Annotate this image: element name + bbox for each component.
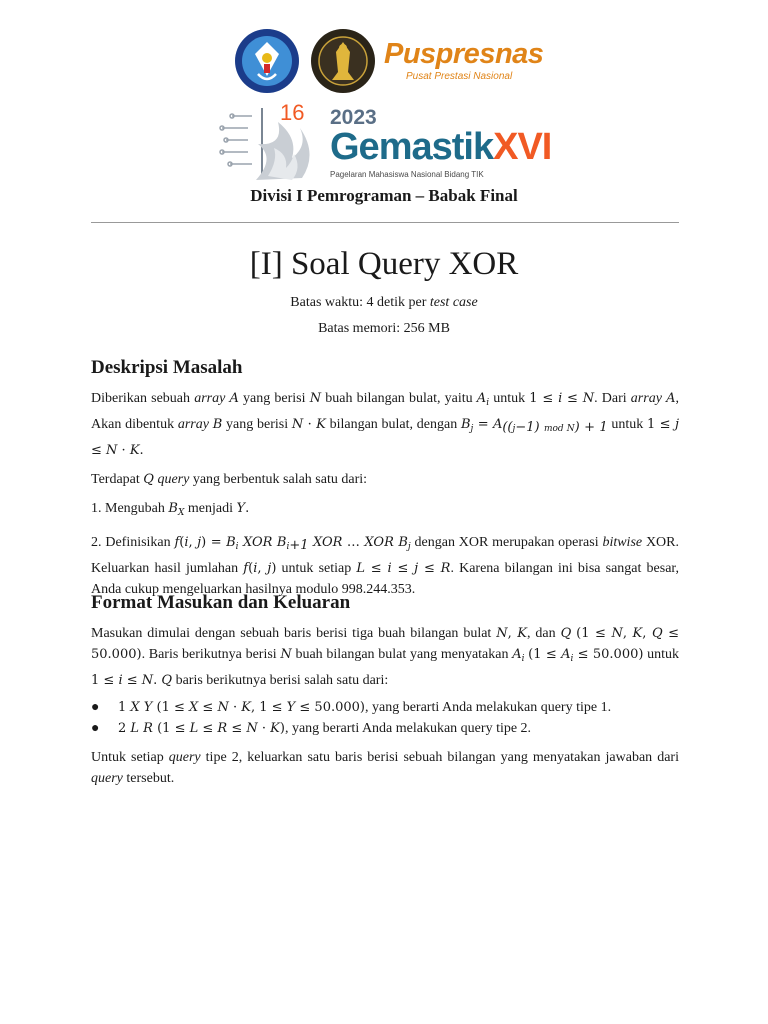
list-item: ● 1 X Y (1 ≤ X ≤ N · K, 1 ≤ Y ≤ 50.000), yang berarti Anda melakukan query tipe 1. <box>91 700 612 715</box>
kemdikbud-logo <box>234 28 300 94</box>
problem-title: [I] Soal Query XOR <box>249 246 519 282</box>
query-format-list <box>91 697 679 739</box>
division-title: Divisi I Pemrograman – Babak Final <box>250 186 518 205</box>
memory-limit: Batas memori: 256 MB <box>318 321 450 336</box>
time-limit: Batas waktu: 4 detik per test case <box>290 295 478 310</box>
gemastik-name-main: Gemastik <box>330 126 494 169</box>
query-type-2: 2. Definisikan f(i, $j) = B_i$ XOR $B_{i+1}$ XOR … XOR $B_j$ dengan XOR merupakan operasi bitwise XOR. Keluarkan hasil jumlahan f(i, j) untuk setiap L ≤ i ≤ j ≤ R. Karena bilangan ini bisa sangat besar, Anda cukup mengeluarkan hasilnya modulo 998.244.353. <box>91 535 680 597</box>
description-paragraph: Diberikan sebuah array A yang berisi N buah bilangan bulat, yaitu $A_i$ untuk 1 ≤ i ≤ N. Dari array A, Akan dibentuk array B yang berisi N · K bilangan bulat, dengan $B_j = A_{((j-1) mod N) + 1}$ untuk 1 ≤ j ≤ N · K. <box>91 391 679 458</box>
puspresnas-logo <box>384 40 543 82</box>
header <box>0 0 768 230</box>
gemastik-name <box>330 128 551 168</box>
header-divider <box>91 222 679 223</box>
io-section <box>91 591 679 789</box>
gemastik-year: 2023 <box>330 106 377 130</box>
description-heading: Deskripsi Masalah <box>91 357 243 378</box>
gemastik-subtitle: Pagelaran Mahasiswa Nasional Bidang TIK <box>330 169 484 179</box>
input-format: Masukan dimulai dengan sebuah baris berisi tiga buah bilangan bulat N, K, dan Q (1 ≤ N, K, Q ≤ 50.000). Baris berikutnya berisi N buah bilangan bulat yang menyatakan $A_i$ $(1 \le A_i \le 50.000)$ untuk 1 ≤ i ≤ N. Q baris berikutnya berisi salah satu dari: <box>91 626 680 688</box>
gemastik-logo <box>218 98 551 188</box>
output-format: Untuk setiap query tipe 2, keluarkan satu baris berisi sebuah bilangan yang menyatakan jawaban dari query tersebut. <box>91 750 679 786</box>
puspresnas-tagline: Pusat Prestasi Nasional <box>406 71 513 82</box>
list-item: ● 2 L R (1 ≤ L ≤ R ≤ N · K), yang berarti Anda melakukan query tipe 2. <box>91 721 532 736</box>
gemastik-name-roman: XVI <box>493 126 552 169</box>
logo-row <box>234 28 543 94</box>
unair-logo <box>310 28 376 94</box>
gemastik-emblem <box>218 98 324 188</box>
description-section <box>91 356 679 600</box>
io-heading: Format Masukan dan Keluaran <box>91 592 351 613</box>
query-intro: Terdapat Q query yang berbentuk salah satu dari: <box>91 472 368 487</box>
puspresnas-name: Puspresnas <box>384 38 544 70</box>
gemastik-edition: 16 <box>280 100 305 125</box>
query-type-1: 1. Mengubah $B_X$ menjadi Y. <box>91 501 250 518</box>
